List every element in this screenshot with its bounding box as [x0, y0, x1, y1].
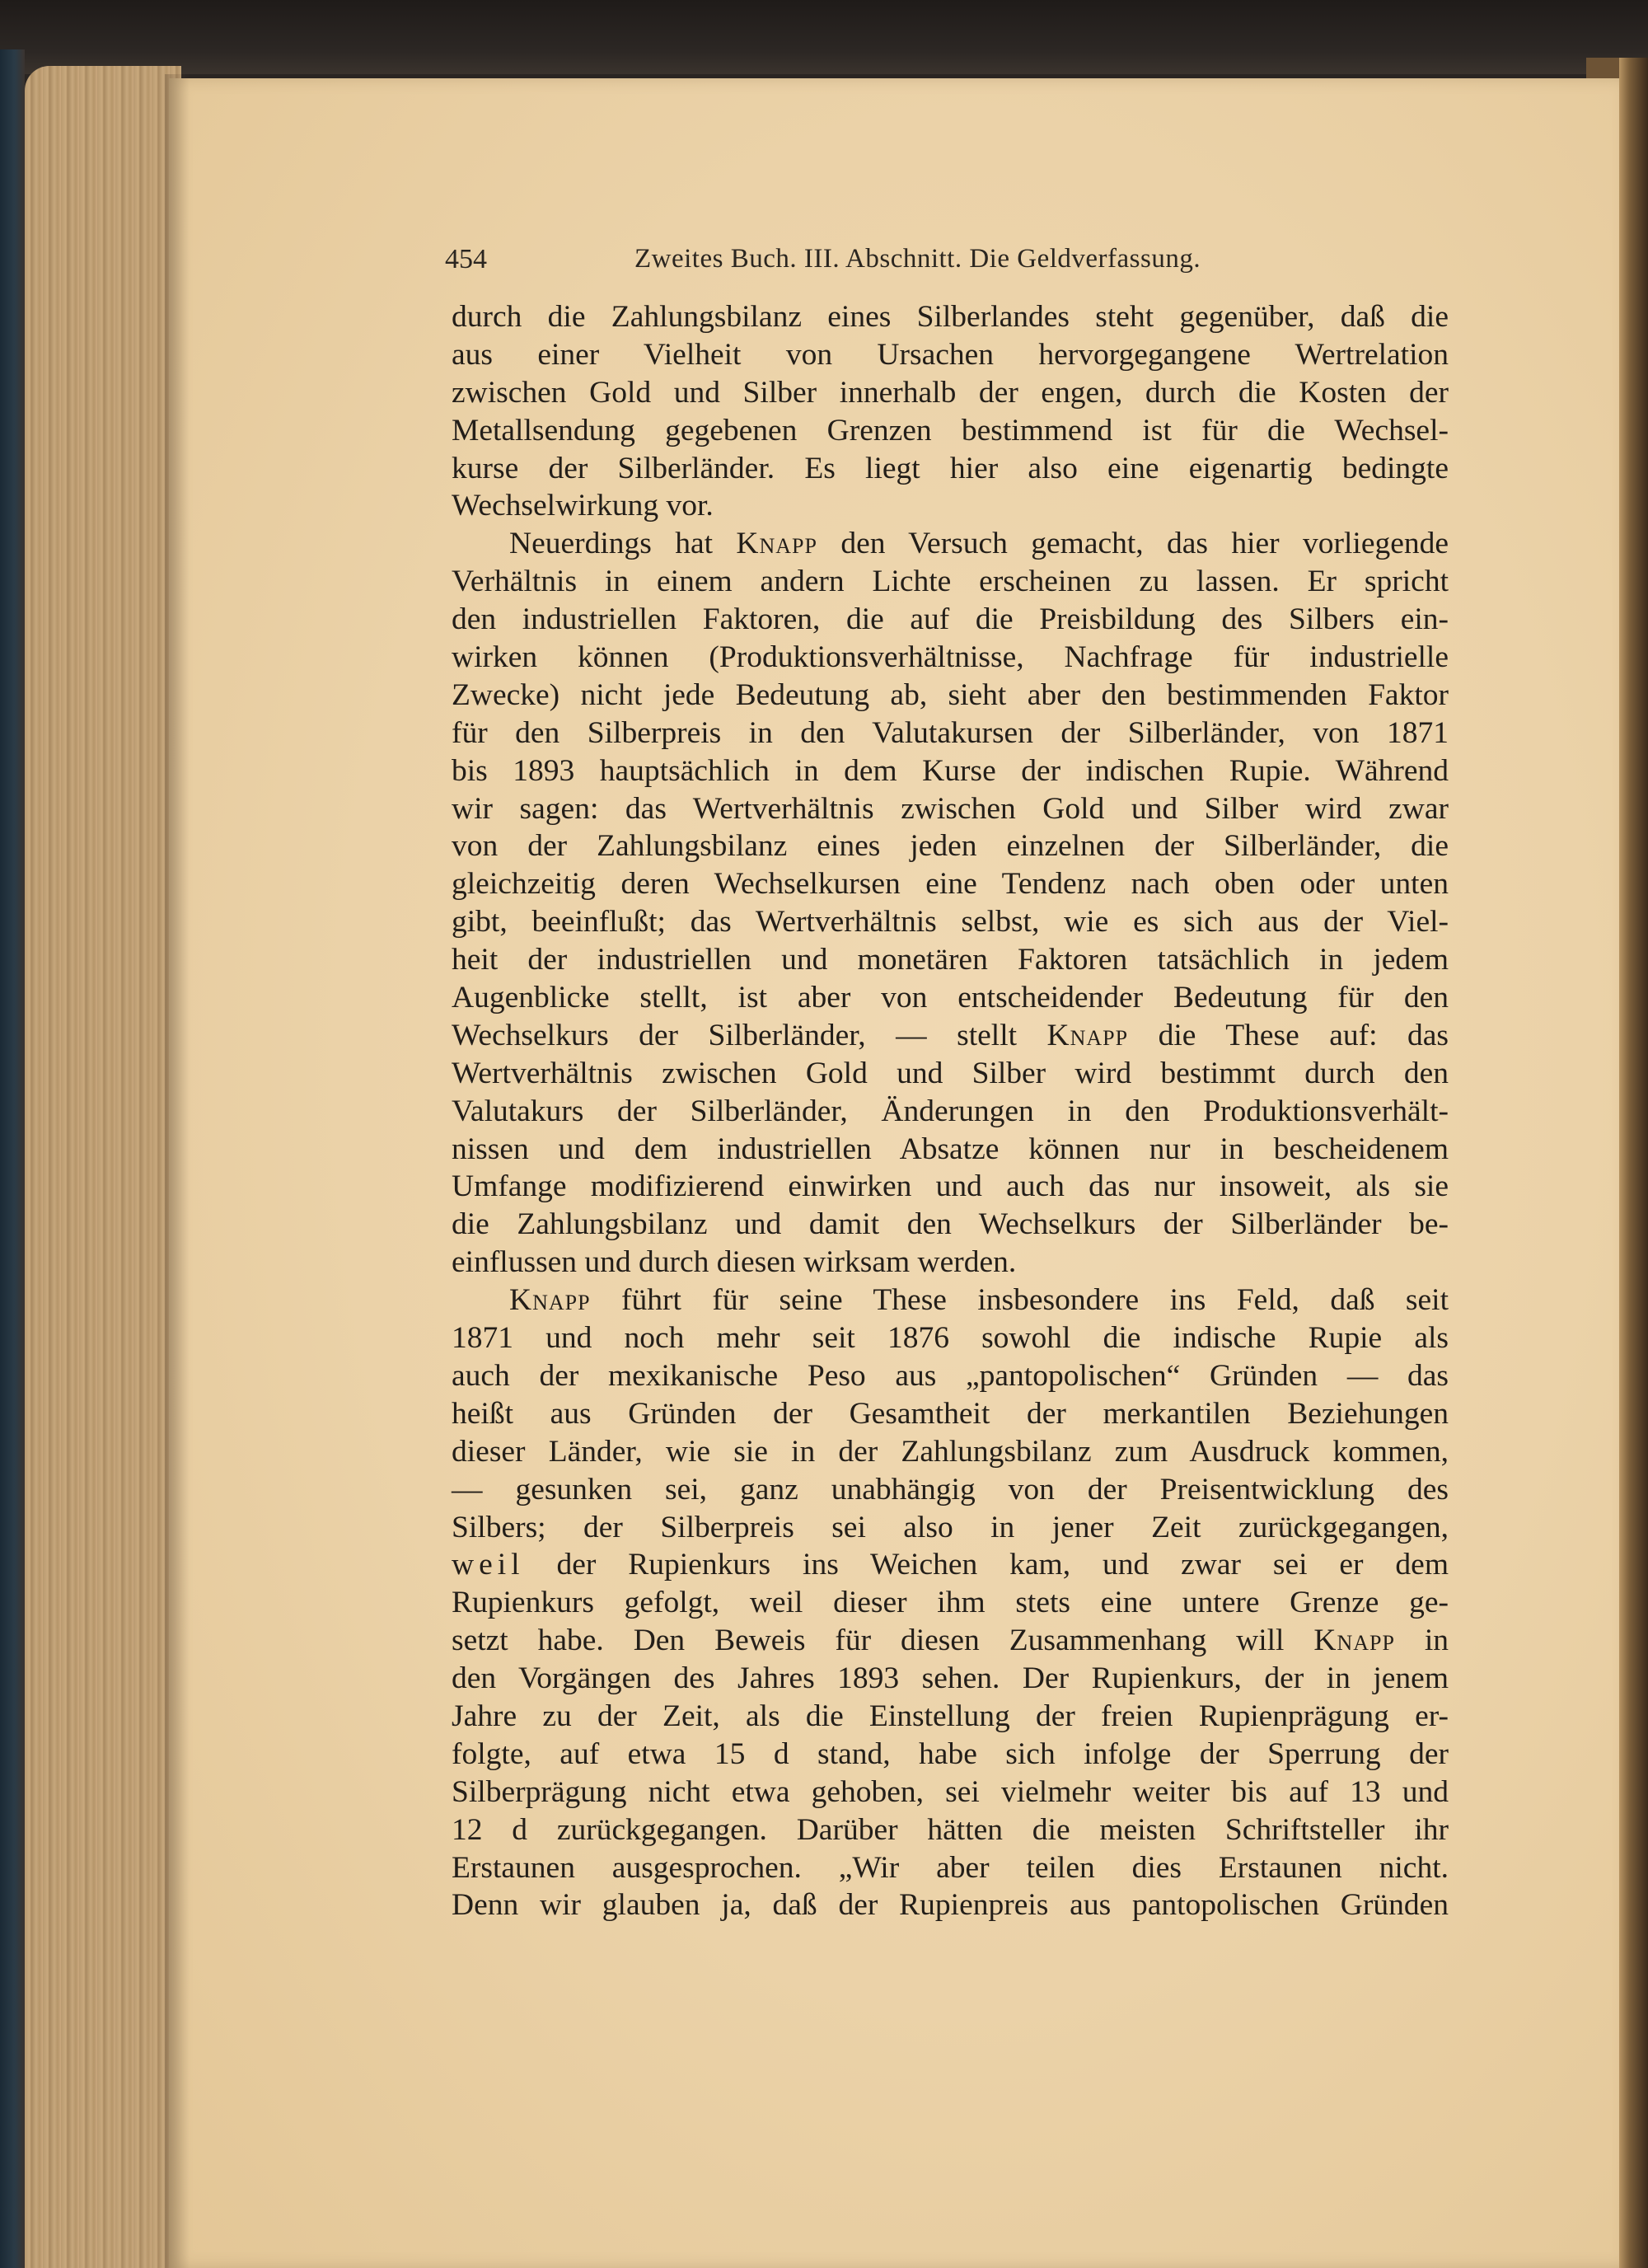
text-line	[452, 1017, 1449, 1055]
text-line	[452, 1622, 1449, 1660]
text-line: aus einer Vielheit von Ursachen hervorgegangene Wertrelation	[452, 337, 1449, 372]
text-fragment: der Rupienkurs ins Weichen kam, und zwar sei er dem	[556, 1548, 1449, 1582]
text-line: durch die Zahlungsbilanz eines Silberlandes steht gegenüber, daß die	[452, 300, 1449, 334]
text-line	[452, 1282, 1449, 1319]
text-fragment: die These auf: das	[1158, 1018, 1449, 1052]
text-line: den industriellen Faktoren, die auf die Preisbildung des Silbers ein-	[452, 602, 1449, 637]
text-line: 12 d zurückgegangen. Darüber hätten die meisten Schriftsteller ihr	[452, 1812, 1449, 1847]
text-line: Jahre zu der Zeit, als die Einstellung der freien Rupienprägung er-	[452, 1699, 1449, 1733]
text-line: wir sagen: das Wertverhältnis zwischen Gold und Silber wird zwar	[452, 791, 1449, 826]
text-line: Silbers; der Silberpreis sei also in jener Zeit zurückgegangen,	[452, 1510, 1449, 1544]
text-line: heit der industriellen und monetären Faktoren tatsächlich in jedem	[452, 943, 1449, 977]
text-line: dieser Länder, wie sie in der Zahlungsbilanz zum Ausdruck kommen,	[452, 1434, 1449, 1469]
text-line: Umfange modifizierend einwirken und auch das nur insoweit, als sie	[452, 1169, 1449, 1204]
spaced-emphasis: weil	[452, 1548, 525, 1582]
text-fragment: den Versuch gemacht, das hier vorliegende	[840, 527, 1449, 561]
text-line: zwischen Gold und Silber innerhalb der engen, durch die Kosten der	[452, 375, 1449, 410]
text-line: Metallsendung gegebenen Grenzen bestimmend ist für die Wechsel-	[452, 413, 1449, 448]
text-line: gibt, beeinflußt; das Wertverhältnis selbst, wie es sich aus der Viel-	[452, 905, 1449, 940]
page-number: 454	[445, 244, 487, 274]
text-line: den Vorgängen des Jahres 1893 sehen. Der Rupienkurs, der in jenem	[452, 1661, 1449, 1696]
text-line: Wertverhältnis zwischen Gold und Silber wird bestimmt durch den	[452, 1056, 1449, 1090]
text-line: Wechselwirkung vor.	[452, 489, 714, 523]
text-fragment: in	[1424, 1624, 1449, 1658]
text-line: nissen und dem industriellen Absatze können nur in bescheidenem	[452, 1132, 1449, 1166]
text-line: Denn wir glauben ja, daß der Rupienpreis aus pantopolischen Gründen	[452, 1888, 1449, 1923]
text-line: die Zahlungsbilanz und damit den Wechselkurs der Silberländer be-	[452, 1207, 1449, 1242]
text-line: Verhältnis in einem andern Lichte erscheinen zu lassen. Er spricht	[452, 565, 1449, 599]
text-line: Silberprägung nicht etwa gehoben, sei vielmehr weiter bis auf 13 und	[452, 1774, 1449, 1809]
text-line: bis 1893 hauptsächlich in dem Kurse der indischen Rupie. Während	[452, 753, 1449, 788]
text-line: 1871 und noch mehr seit 1876 sowohl die indische Rupie als	[452, 1321, 1449, 1356]
right-page-edge	[1619, 58, 1648, 2268]
text-line: heißt aus Gründen der Gesamtheit der merkantilen Beziehungen	[452, 1396, 1449, 1431]
text-line: auch der mexikanische Peso aus „pantopolischen“ Gründen — das	[452, 1358, 1449, 1393]
text-line: gleichzeitig deren Wechselkursen eine Tendenz nach oben oder unten	[452, 867, 1449, 902]
text-line: — gesunken sei, ganz unabhängig von der Preisentwicklung des	[452, 1472, 1449, 1507]
text-line: von der Zahlungsbilanz eines jeden einzelnen der Silberländer, die	[452, 829, 1449, 864]
text-fragment: Wechselkurs der Silberländer, — stellt	[452, 1018, 1018, 1052]
text-fragment: führt für seine These insbesondere ins Feld, daß seit	[621, 1283, 1449, 1318]
text-line: kurse der Silberländer. Es liegt hier also eine eigenartig bedingte	[452, 451, 1449, 485]
text-line: für den Silberpreis in den Valutakursen der Silberländer, von 1871	[452, 715, 1449, 750]
text-line	[452, 1546, 1449, 1584]
text-line: Zwecke) nicht jede Bedeutung ab, sieht aber den bestimmenden Faktor	[452, 677, 1449, 712]
text-line: Augenblicke stellt, ist aber von entscheidender Bedeutung für den	[452, 981, 1449, 1015]
text-fragment: Neuerdings hat	[509, 527, 714, 561]
running-title: Zweites Buch. III. Abschnitt. Die Geldverfassung.	[634, 244, 1201, 274]
book-spine	[0, 49, 25, 2268]
author-name-knapp: Knapp	[509, 1283, 591, 1318]
text-line: folgte, auf etwa 15 d stand, habe sich infolge der Sperrung der	[452, 1736, 1449, 1771]
book-cover-top	[0, 0, 1648, 74]
text-line: Rupienkurs gefolgt, weil dieser ihm stets eine untere Grenze ge-	[452, 1586, 1449, 1620]
page-edges-stack	[25, 66, 181, 2268]
author-name-knapp: Knapp	[1046, 1018, 1129, 1052]
text-line: Valutakurs der Silberländer, Änderungen in den Produktionsverhält-	[452, 1094, 1449, 1128]
text-line: einflussen und durch diesen wirksam werden.	[452, 1245, 1017, 1280]
body-text	[452, 298, 1449, 1924]
author-name-knapp: Knapp	[736, 527, 817, 561]
text-fragment: setzt habe. Den Beweis für diesen Zusammenhang will	[452, 1624, 1285, 1658]
text-line: wirken können (Produktionsverhältnisse, Nachfrage für industrielle	[452, 640, 1449, 675]
gutter-shadow	[165, 74, 190, 2268]
text-line: Erstaunen ausgesprochen. „Wir aber teilen dies Erstaunen nicht.	[452, 1850, 1449, 1885]
author-name-knapp: Knapp	[1313, 1624, 1395, 1658]
text-line	[452, 525, 1449, 563]
